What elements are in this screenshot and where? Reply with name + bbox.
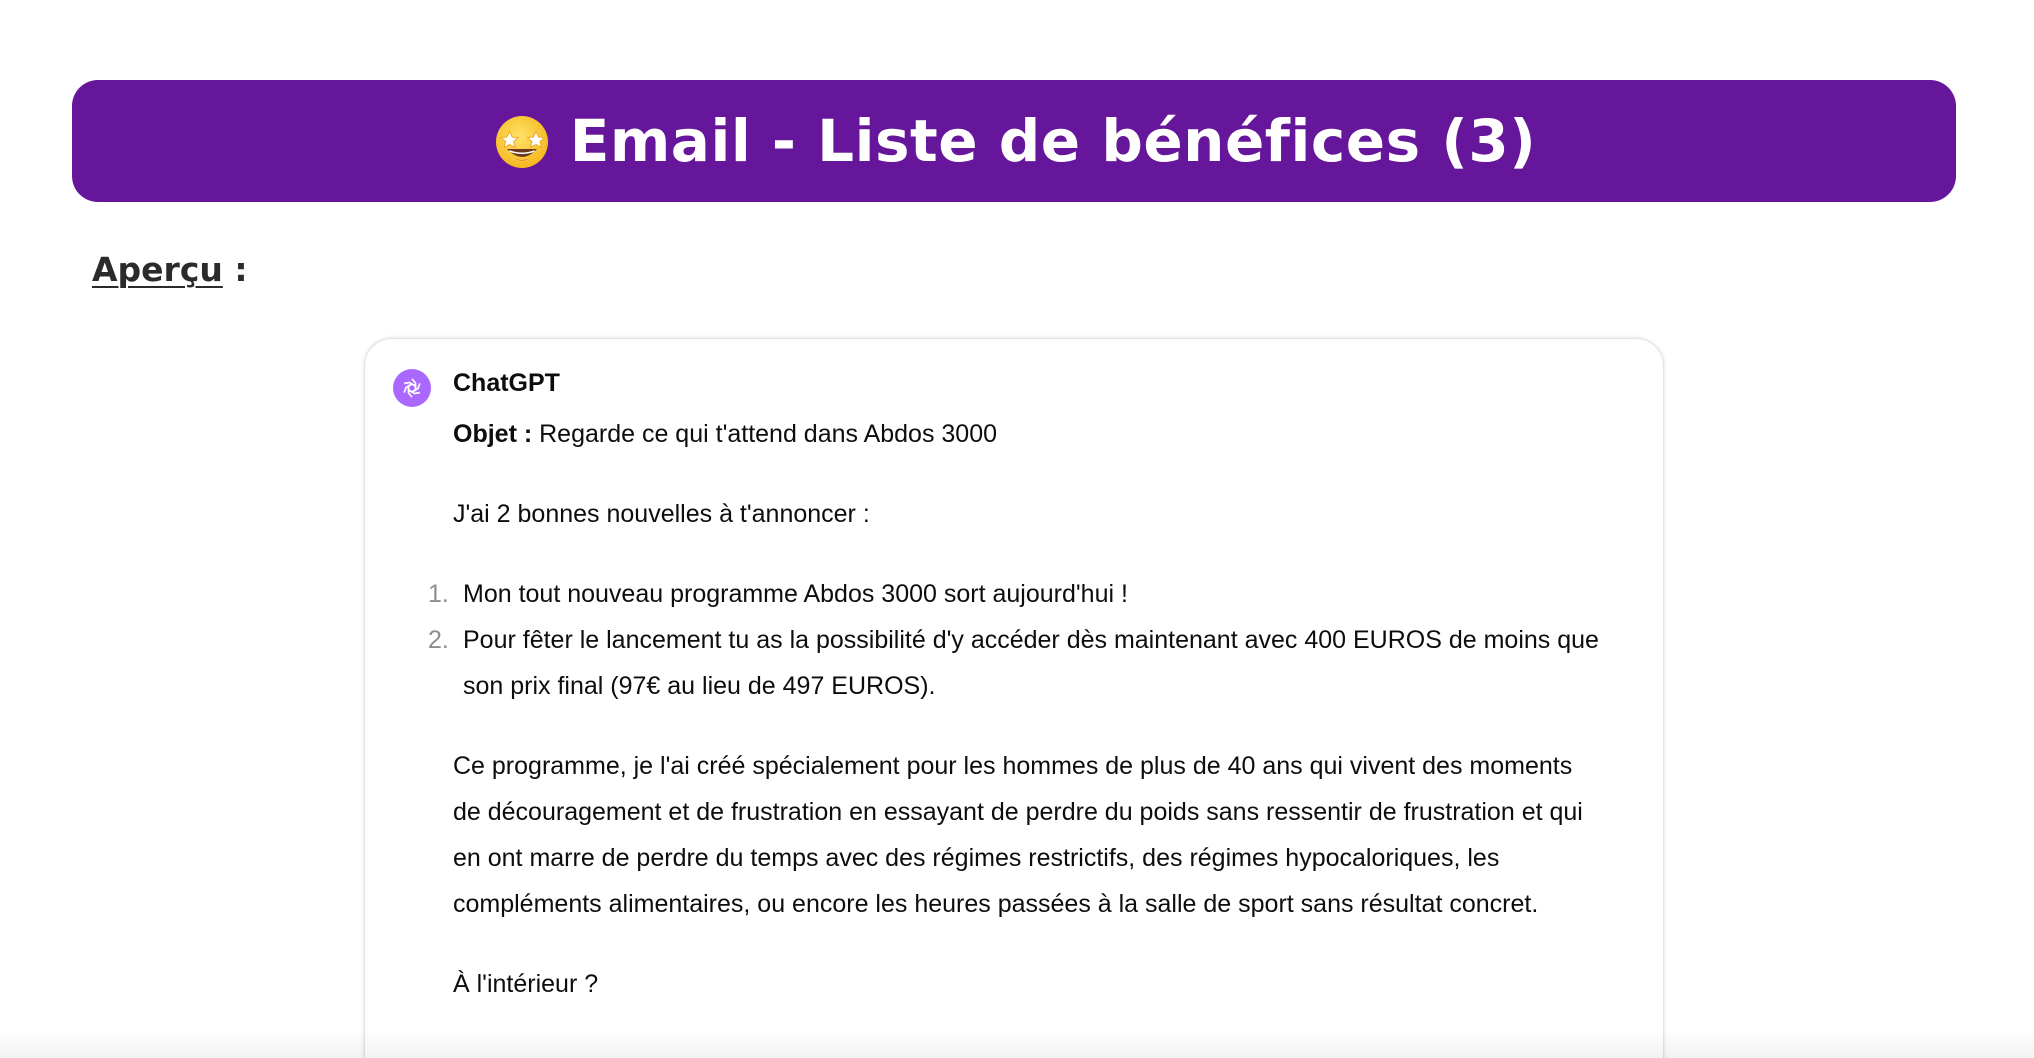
- list-item-number: 1.: [428, 580, 449, 608]
- message-content: [428, 411, 1603, 1007]
- intro-text: J'ai 2 bonnes nouvelles à t'annoncer :: [453, 500, 870, 528]
- list-item-number: 2.: [428, 626, 449, 654]
- list-item-text: Mon tout nouveau programme Abdos 3000 sort aujourd'hui !: [463, 580, 1128, 608]
- list-item-text: Pour fêter le lancement tu as la possibilité d'y accéder dès maintenant avec 400 EUROS de moins que son prix final (97€ au lieu de 497 EUROS).: [463, 626, 1599, 700]
- benefits-list: [428, 571, 1603, 709]
- list-item: [428, 571, 1603, 617]
- banner-content: [492, 107, 1537, 175]
- subject-label: Objet :: [453, 420, 533, 448]
- avatar: [393, 369, 431, 407]
- banner-title: Email - Liste de bénéfices (3): [569, 107, 1537, 175]
- closing-text: À l'intérieur ?: [453, 970, 599, 998]
- list-item: [428, 617, 1603, 709]
- title-banner: [72, 80, 1956, 202]
- section-heading: [92, 250, 248, 289]
- chat-message-card: [364, 338, 1664, 1058]
- body-paragraph: Ce programme, je l'ai créé spécialement pour les hommes de plus de 40 ans qui vivent des moments de découragement et de frustration en essayant de perdre du poids sans ressentir de frustration et qui en ont marre de perdre du temps avec des régimes restrictifs, des régimes hypocaloriques, les compléments alimentaires, ou encore les heures passées à la salle de sport sans résultat concret.: [453, 752, 1583, 918]
- section-heading-colon: :: [222, 250, 248, 289]
- star-struck-emoji-icon: [492, 111, 552, 171]
- subject-text: Regarde ce qui t'attend dans Abdos 3000: [532, 420, 998, 448]
- message-author: ChatGPT: [453, 369, 560, 397]
- section-heading-label: Aperçu: [92, 250, 223, 289]
- openai-logo-icon: [398, 374, 426, 402]
- subject-line: [453, 411, 1603, 457]
